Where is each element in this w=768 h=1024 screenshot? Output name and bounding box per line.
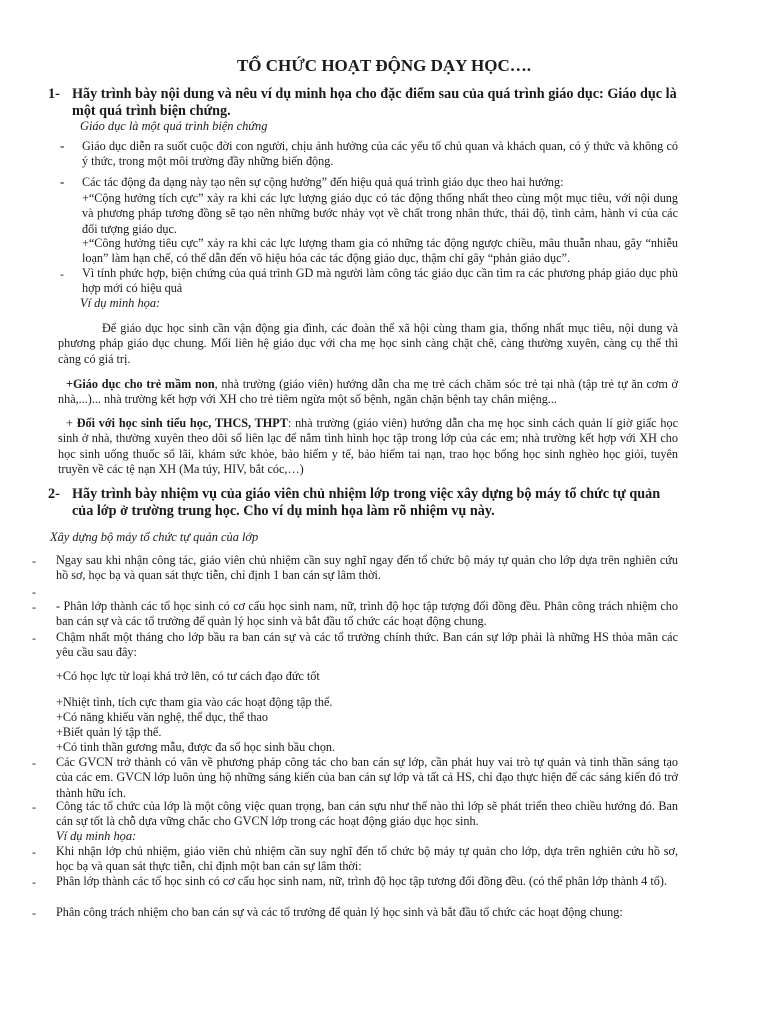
question-1-text: Hãy trình bày nội dung và nêu ví dụ minh họa cho đặc điểm sau của quá trình giáo dục: Giáo dục là một quá trình biện chứng. xyxy=(72,86,677,119)
dash-icon: - xyxy=(32,600,36,614)
q1-negative-resonance: +“Công hưởng tiêu cực” xảy ra khi các lực lượng tham gia có những tác động ngược chiều, mâu thuẫn nhau, gây “nhiễu loạn” làm hạn chế, có thể dẫn đến vô hiệu hóa các tác động giáo dục, thậm chí gây “phản giáo dục”. xyxy=(82,236,678,266)
q2-item-3: - Phân lớp thành các tổ học sinh có cơ cấu học sinh nam, nữ, trình độ học tập tượng đối đồng đều. Phân công trách nhiệm cho ban cán sự và các tổ trưởng để quản lý học sinh và bắt đầu tổ chức các hoạt động chung. xyxy=(56,599,678,629)
section-1-subheading-text: Giáo dục là một quá trình biện chứng xyxy=(80,119,268,133)
q2-item-9: Phân công trách nhiệm cho ban cán sự và các tổ trưởng để quản lý học sinh và bắt đầu tổ chức các hoạt động chung: xyxy=(56,905,623,919)
dash-icon: - xyxy=(32,800,36,814)
q1-example-paragraph: Để giáo dục học sinh cần vận động gia đình, các đoàn thể xã hội cùng tham gia, thống nhất mục tiêu, nội dung và phương pháp giáo dục chung. Mối liên hệ giáo dục với cha mẹ học sinh càng chặt chẽ, càng thường xuyên, càng cụ thể thì càng có giá trị. xyxy=(58,321,678,366)
q1-preschool-paragraph xyxy=(58,377,678,408)
q2-example-label xyxy=(56,829,136,844)
question-2-text: Hãy trình bày nhiệm vụ của giáo viên chủ nhiệm lớp trong việc xây dựng bộ máy tổ chức tự quản của lớp ở trường trung học. Cho ví dụ minh họa làm rõ nhiệm vụ này. xyxy=(72,486,661,519)
dash-icon: - xyxy=(32,875,36,889)
dash-icon: - xyxy=(32,631,36,645)
q1-school-text: : nhà trường (giáo viên) hướng dẫn cha mẹ học sinh cách quản lí giờ giấc học sinh ở nhà, thường xuyên theo dõi sổ liên lạc để nắm tình hình học tập trong lớp của các em; nhà trường kết hợp với XH cho học sinh uống thuốc sổ lãi, khám sức khỏe, bảo hiểm y tế, bảo hiểm tai nạn, trao học bổng học sinh nghèo học giỏi, tuyên truyền về các tệ nạn XH (Ma túy, HIV, bắt cóc,…) xyxy=(58,416,679,477)
q2-requirement-2: +Nhiệt tình, tích cực tham gia vào các hoạt động tập thể. xyxy=(56,695,333,709)
dash-icon: - xyxy=(60,267,64,281)
q2-requirement-5: +Có tinh thần gương mẫu, được đa số học sinh bầu chọn. xyxy=(56,740,336,754)
q2-item-5: Các GVCN trở thành có vân về phương pháp công tác cho ban cán sự lớp, cần phát huy vai trò tự quản và tinh thần sáng tạo của các em. GVCN lớp luôn ủng hộ những sáng kiến của ban cán sự lớp và tất cả HS, chỉ đạo thực hiện để các sáng kiến đó trở thành hữu ích. xyxy=(56,755,678,800)
q2-item-7: Khi nhận lớp chủ nhiệm, giáo viên chủ nhiệm cần suy nghĩ đến tổ chức bộ máy tự quản cho lớp, dựa trên nghiên cứu hồ sơ, học bạ và quan sát thực tiễn, chỉ định một ban cán sự lâm thời: xyxy=(56,844,678,874)
dash-icon: - xyxy=(60,138,65,153)
q1-preschool-heading: +Giáo dục cho trẻ mầm non xyxy=(66,377,215,391)
q1-example-label-text: Ví dụ minh họa: xyxy=(80,296,161,310)
q2-item-8: Phân lớp thành các tổ học sinh có cơ cấu học sinh nam, nữ, trình độ học tập tương đối đồng đều. (có thể phân lớp thành 4 tổ). xyxy=(56,874,667,888)
q1-bullet-2: Các tác động đa dạng này tạo nên sự cộng hưởng” đến hiệu quả quá trình giáo dục theo hai hướng: xyxy=(82,175,564,189)
q1-school-plus: + xyxy=(66,416,77,430)
dash-icon: - xyxy=(32,585,36,599)
q2-item-1: Ngay sau khi nhận công tác, giáo viên chủ nhiệm cần suy nghĩ ngay đến tổ chức bộ máy tự quản cho lớp dựa trên nghiên cứu hồ sơ, học bạ và quan sát thực tiễn, chỉ định 1 ban cán sự lâm thời. xyxy=(56,553,678,583)
q1-bullet-1: Giáo dục diễn ra suốt cuộc đời con người, chịu ảnh hưởng của các yếu tố chủ quan và khách quan, có ý thức và không có ý thức, trong một môi trường đầy những biến động. xyxy=(82,139,678,169)
question-1-number: 1- xyxy=(48,86,60,102)
q1-bullet-3: Vì tính phức hợp, biện chứng của quá trình GD mà người làm công tác giáo dục cần tìm ra các phương pháp giáo dục phù hợp mới có hiệu quả xyxy=(82,266,678,296)
q1-example-label xyxy=(80,296,160,311)
dash-icon: - xyxy=(32,756,36,770)
dash-icon: - xyxy=(32,845,36,859)
q2-requirement-4: +Biết quản lý tập thể. xyxy=(56,725,162,739)
page-title: TỔ CHỨC HOẠT ĐỘNG DẠY HỌC…. xyxy=(236,56,532,75)
q1-preschool-text: , nhà trường (giáo viên) hướng dẫn cha mẹ trẻ cách chăm sóc trẻ tại nhà (tập trẻ tự ăn cơm ở nhà,...)... nhà trường kết hợp với XH cho trẻ tiêm ngừa một số bệnh, ngăn chặn bệnh tay chân miệng... xyxy=(58,377,678,407)
q1-positive-resonance: +“Cộng hưởng tích cực” xảy ra khi các lực lượng giáo dục có tác động thống nhất theo cùng một mục tiêu, với nội dung và phương pháp tương đồng sẽ tạo nên những bước nhảy vọt về chất trong nhân thức, thái độ, tình cảm, hành vi của các đối tượng giáo dục. xyxy=(82,191,678,236)
dash-icon: - xyxy=(32,906,36,920)
section-1-subheading xyxy=(80,119,580,134)
q2-item-4: Chậm nhất một tháng cho lớp bầu ra ban cán sự và các tổ trưởng chính thức. Ban cán sự lớp phải là những HS thỏa mãn các yêu cầu sau đây: xyxy=(56,630,678,660)
section-2-subheading-text: Xây dựng bộ máy tổ chức tự quản của lớp xyxy=(50,530,259,544)
q2-example-label-text: Ví dụ minh họa: xyxy=(56,829,137,843)
dash-icon: - xyxy=(60,174,65,189)
q2-requirement-3: +Có năng khiếu văn nghệ, thể dục, thể thao xyxy=(56,710,268,724)
q2-requirement-1: +Có học lực từ loại khá trở lên, có tư cách đạo đức tốt xyxy=(56,669,320,683)
dash-icon: - xyxy=(32,554,36,568)
q1-school-heading: Đối với học sinh tiểu học, THCS, THPT xyxy=(76,416,288,430)
q2-item-6: Công tác tổ chức của lớp là một công việc quan trọng, ban cán sựu như thế nào thì lớp sẽ phát triển theo chiều hướng đó. Ban cán sự tốt là chỗ dựa vững chắc cho GVCN lớp trong các hoạt động giáo dục học sinh. xyxy=(56,799,678,829)
q1-school-paragraph xyxy=(58,416,678,478)
question-2-number: 2- xyxy=(48,486,60,502)
section-2-subheading xyxy=(50,530,258,545)
